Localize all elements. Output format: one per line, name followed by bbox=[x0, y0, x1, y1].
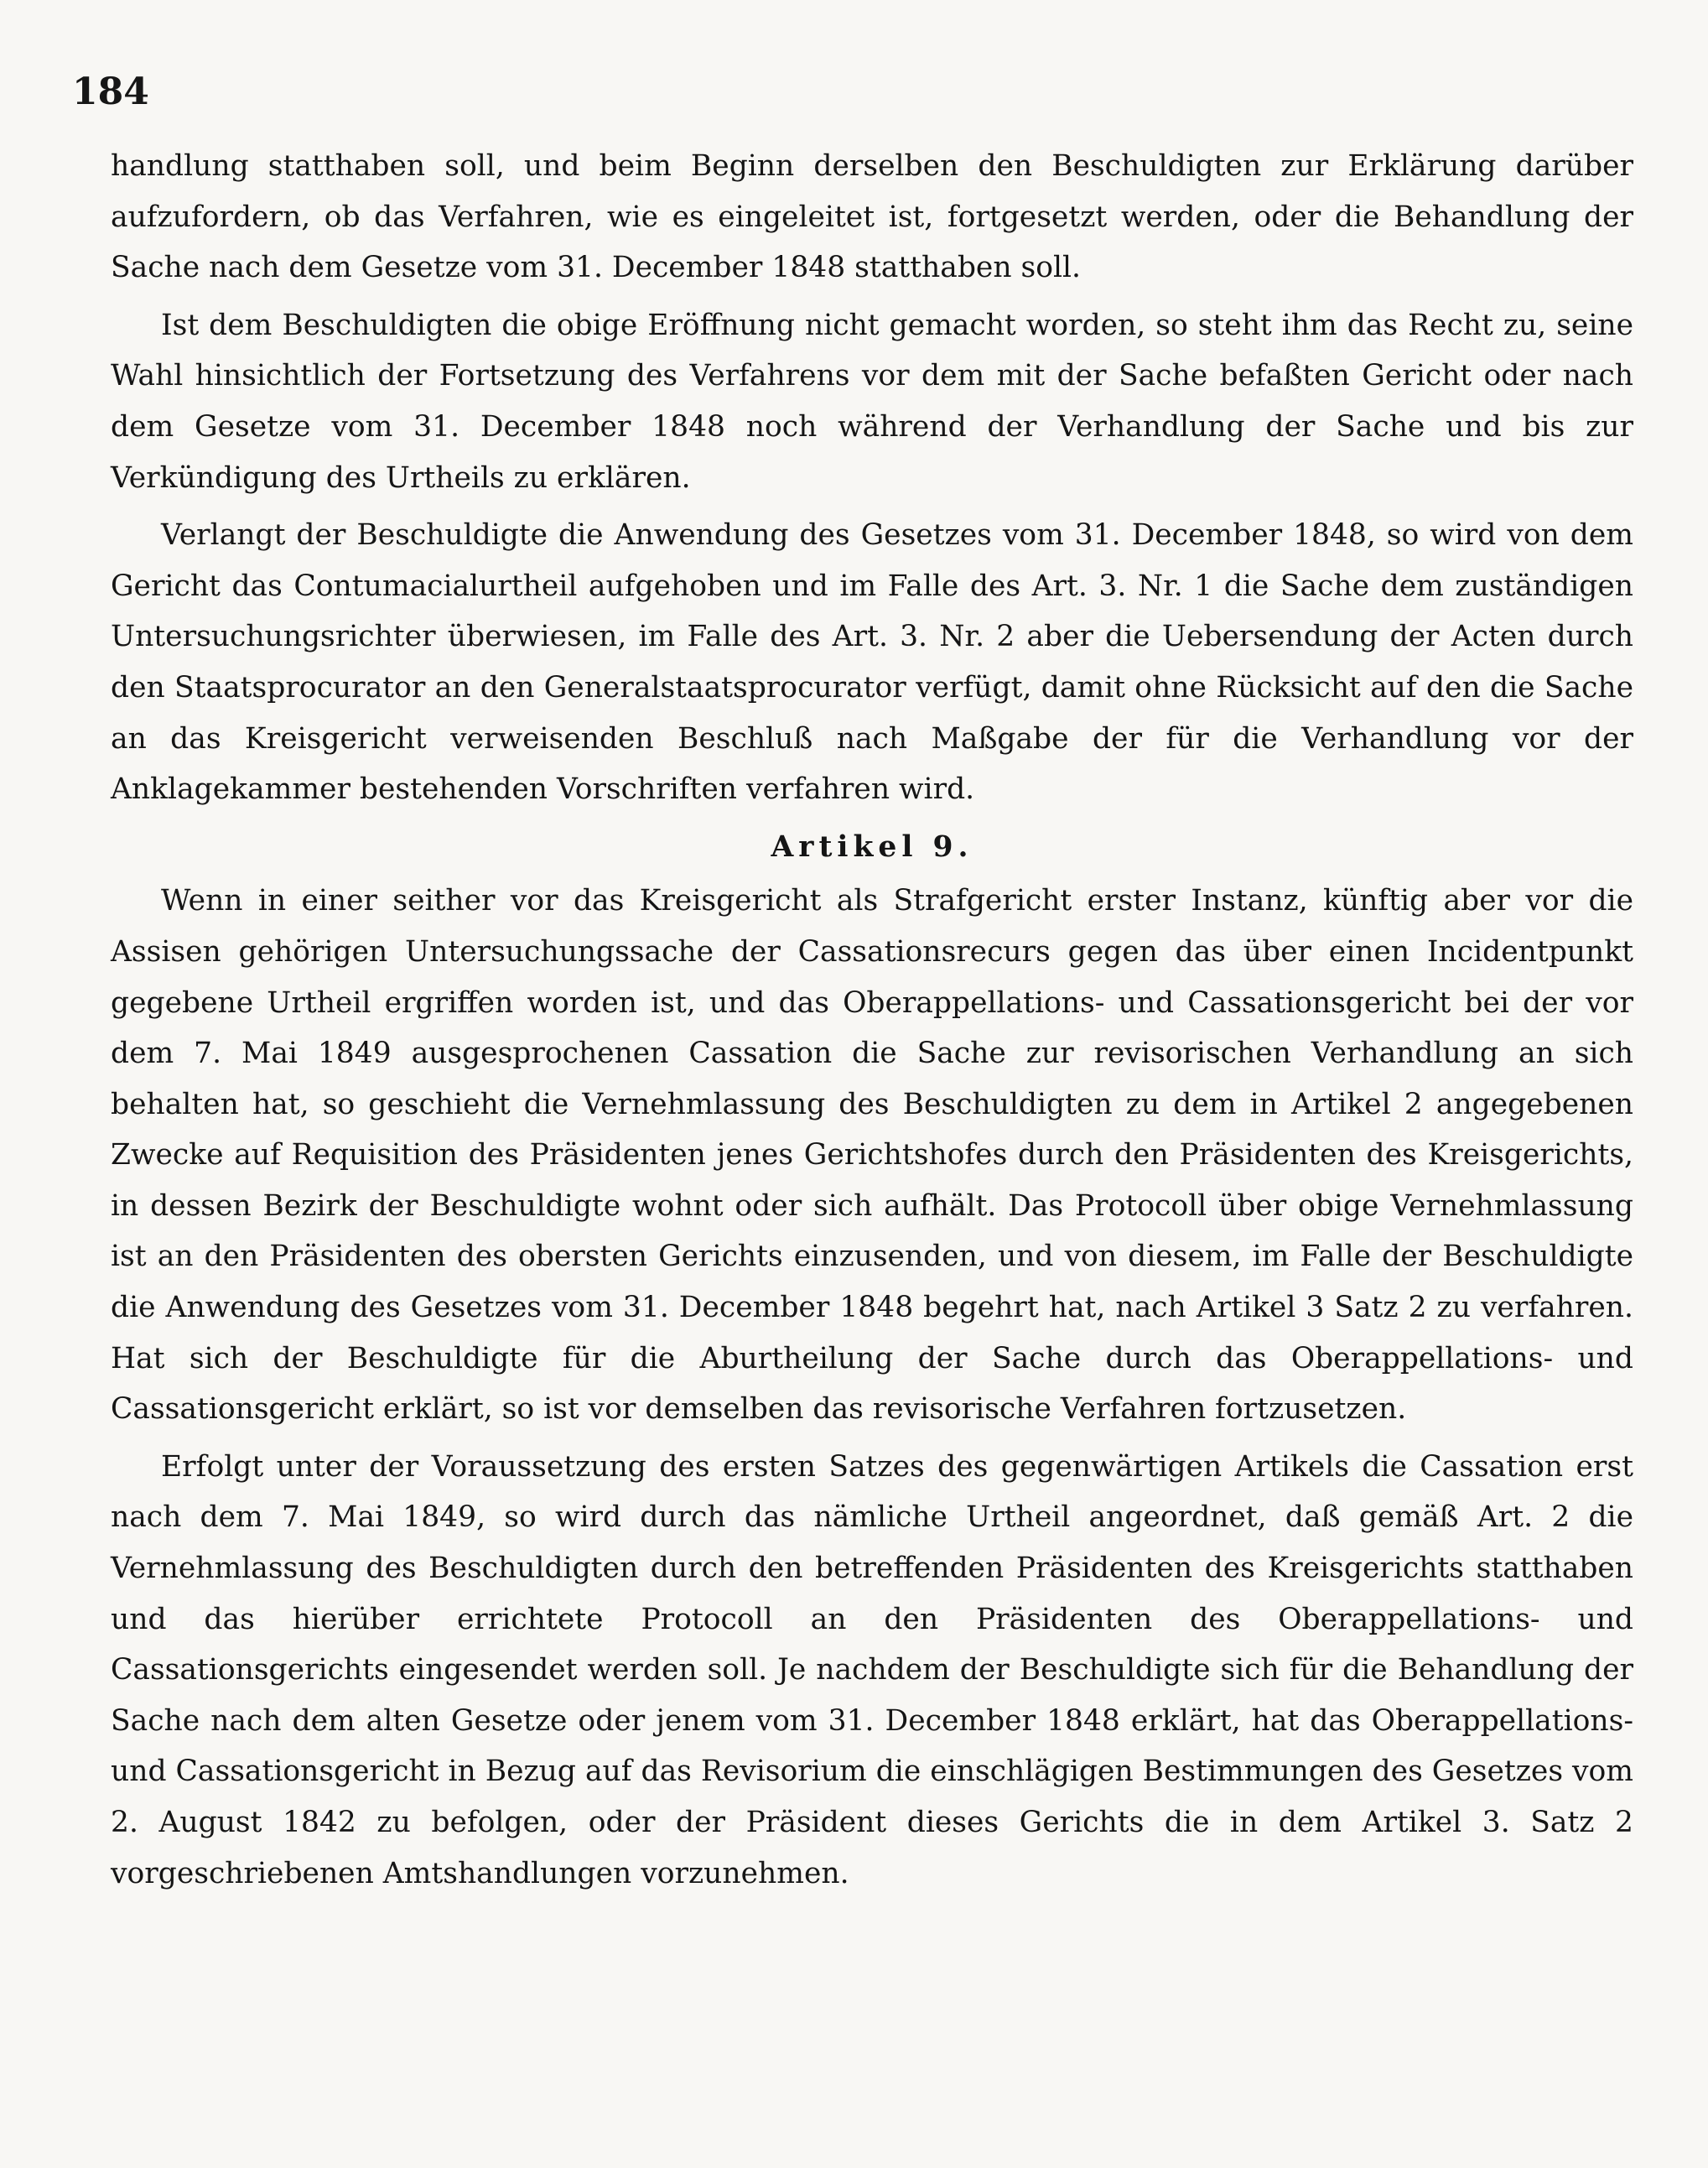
article-heading: Artikel 9. bbox=[771, 829, 973, 864]
paragraph-continuation: handlung statthaben soll, und beim Beginn derselben den Beschuldigten zur Erklärung darüber aufzufordern, ob das Verfahren, wie es eingeleitet ist, fortgesetzt werden, oder die Behandlung der Sache nach dem Gesetze vom 31. December 1848 statthaben soll. bbox=[111, 149, 1633, 285]
paragraph: Erfolgt unter der Voraussetzung des ersten Satzes des gegenwärtigen Artikels die Cassation erst nach dem 7. Mai 1849, so wird durch das nämliche Urtheil angeordnet, daß gemäß Art. 2 die Vernehmlassung des Beschuldigten durch den betreffenden Präsidenten des Kreisgerichts statthaben und das hierüber errichtete Protocoll an den Präsidenten des Oberappellations- und Cassationsgerichts eingesendet werden soll. Je nachdem der Beschuldigte sich für die Behandlung der Sache nach dem alten Gesetze oder jenem vom 31. December 1848 erklärt, hat das Oberappellations- und Cassationsgericht in Bezug auf das Revisorium die einschlägigen Bestimmungen des Gesetzes vom 2. August 1842 zu befolgen, oder der Präsident dieses Gerichts die in dem Artikel 3. Satz 2 vorgeschriebenen Amtshandlungen vorzunehmen. bbox=[111, 1449, 1633, 1890]
body-text bbox=[111, 141, 1633, 1905]
paragraph: Ist dem Beschuldigten die obige Eröffnung nicht gemacht worden, so steht ihm das Recht zu, seine Wahl hinsichtlich der Fortsetzung des Verfahrens vor dem mit der Sache befaßten Gericht oder nach dem Gesetze vom 31. December 1848 noch während der Verhandlung der Sache und bis zur Verkündigung des Urtheils zu erklären. bbox=[111, 308, 1633, 495]
page-number: 184 bbox=[72, 70, 149, 113]
paragraph: Verlangt der Beschuldigte die Anwendung des Gesetzes vom 31. December 1848, so wird von dem Gericht das Contumacialurtheil aufgehoben und im Falle des Art. 3. Nr. 1 die Sache dem zuständigen Untersuchungsrichter überwiesen, im Falle des Art. 3. Nr. 2 aber die Uebersendung der Acten durch den Staatsprocurator an den Generalstaatsprocurator verfügt, damit ohne Rücksicht auf den die Sache an das Kreisgericht verweisenden Beschluß nach Maßgabe der für die Verhandlung vor der Anklagekammer bestehenden Vorschriften verfahren wird. bbox=[111, 518, 1633, 807]
paragraph: Wenn in einer seither vor das Kreisgericht als Strafgericht erster Instanz, künftig aber vor die Assisen gehörigen Untersuchungssache der Cassationsrecurs gegen das über einen Incidentpunkt gegebene Urtheil ergriffen worden ist, und das Oberappellations- und Cassationsgericht bei der vor dem 7. Mai 1849 ausgesprochenen Cassation die Sache zur revisorischen Verhandlung an sich behalten hat, so geschieht die Vernehmlassung des Beschuldigten zu dem in Artikel 2 angegebenen Zwecke auf Requisition des Präsidenten jenes Gerichtshofes durch den Präsidenten des Kreisgerichts, in dessen Bezirk der Beschuldigte wohnt oder sich aufhält. Das Protocoll über obige Vernehmlassung ist an den Präsidenten des obersten Gerichts einzusenden, und von diesem, im Falle der Beschuldigte die Anwendung des Gesetzes vom 31. December 1848 begehrt hat, nach Artikel 3 Satz 2 zu verfahren. Hat sich der Beschuldigte für die Aburtheilung der Sache durch das Oberappellations- und Cassationsgericht erklärt, so ist vor demselben das revisorische Verfahren fortzusetzen. bbox=[111, 884, 1633, 1427]
